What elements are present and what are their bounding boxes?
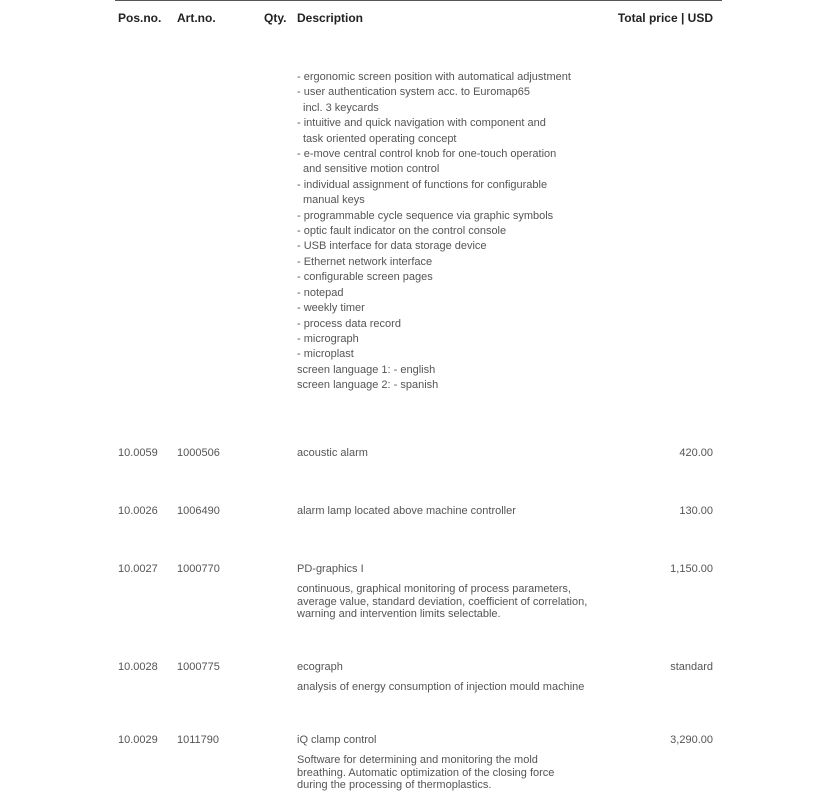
feature-line: task oriented operating concept [303,132,457,145]
feature-line: - notepad [297,286,344,299]
item-price: 130.00 [679,505,713,517]
item-details [297,754,554,792]
item-pos: 10.0028 [118,661,158,673]
item-name: acoustic alarm [297,447,368,459]
feature-line: - microplast [297,348,354,361]
item-name: iQ clamp control [297,734,377,746]
feature-line: - optic fault indicator on the control console [297,225,507,238]
item-details [297,681,584,694]
item-art: 1000770 [177,563,220,575]
feature-line: and sensitive motion control [303,163,440,176]
feature-line: - micrograph [297,332,359,345]
detail-line: average value, standard deviation, coefficient of correlation, [297,595,588,608]
feature-line: incl. 3 keycards [303,101,379,114]
feature-line: - programmable cycle sequence via graphic symbols [297,209,554,222]
item-pos: 10.0027 [118,563,158,575]
feature-line: - Ethernet network interface [297,255,433,268]
header-rule [115,0,722,1]
item-price: 420.00 [679,447,713,459]
header-qty: Qty. [264,11,287,25]
header-description: Description [297,11,364,25]
item-art: 1006490 [177,505,220,517]
header-art: Art.no. [177,11,216,25]
item-details [297,583,587,621]
item-name: alarm lamp located above machine controller [297,505,516,517]
item-art: 1000775 [177,661,220,673]
feature-line: - weekly timer [297,302,365,315]
item-art: 1011790 [177,734,220,746]
header-pos: Pos.no. [118,11,162,25]
item-price: 3,290.00 [670,734,713,746]
item-pos: 10.0029 [118,734,158,746]
item-pos: 10.0026 [118,505,158,517]
detail-line: warning and intervention limits selectable. [297,608,501,621]
feature-line: manual keys [303,194,365,207]
feature-line: screen language 2: - spanish [297,379,439,392]
feature-line: screen language 1: - english [297,363,436,376]
item-price: standard [670,661,713,673]
feature-line: - ergonomic screen position with automatical adjustment [297,71,571,83]
detail-line: during the processing of thermoplastics. [297,779,492,792]
item-art: 1000506 [177,447,220,459]
feature-line: - user authentication system acc. to Euromap65 [297,86,530,99]
feature-line: - intuitive and quick navigation with component and [297,117,546,130]
feature-line: - USB interface for data storage device [297,240,487,253]
feature-line: - individual assignment of functions for configurable [297,178,548,191]
feature-line: - process data record [297,317,401,330]
detail-line: Software for determining and monitoring the mold [297,754,538,766]
header-total-price: Total price | USD [617,11,713,25]
feature-list [297,70,571,394]
detail-line: continuous, graphical monitoring of process parameters, [297,583,571,595]
item-price: 1,150.00 [670,563,713,575]
item-name: PD-graphics I [297,563,364,575]
detail-line: breathing. Automatic optimization of the closing force [297,766,555,779]
feature-line: - e-move central control knob for one-touch operation [297,148,557,161]
item-name: ecograph [297,661,343,673]
feature-line: - configurable screen pages [297,271,433,284]
detail-line: analysis of energy consumption of injection mould machine [297,681,585,693]
item-pos: 10.0059 [118,447,158,459]
